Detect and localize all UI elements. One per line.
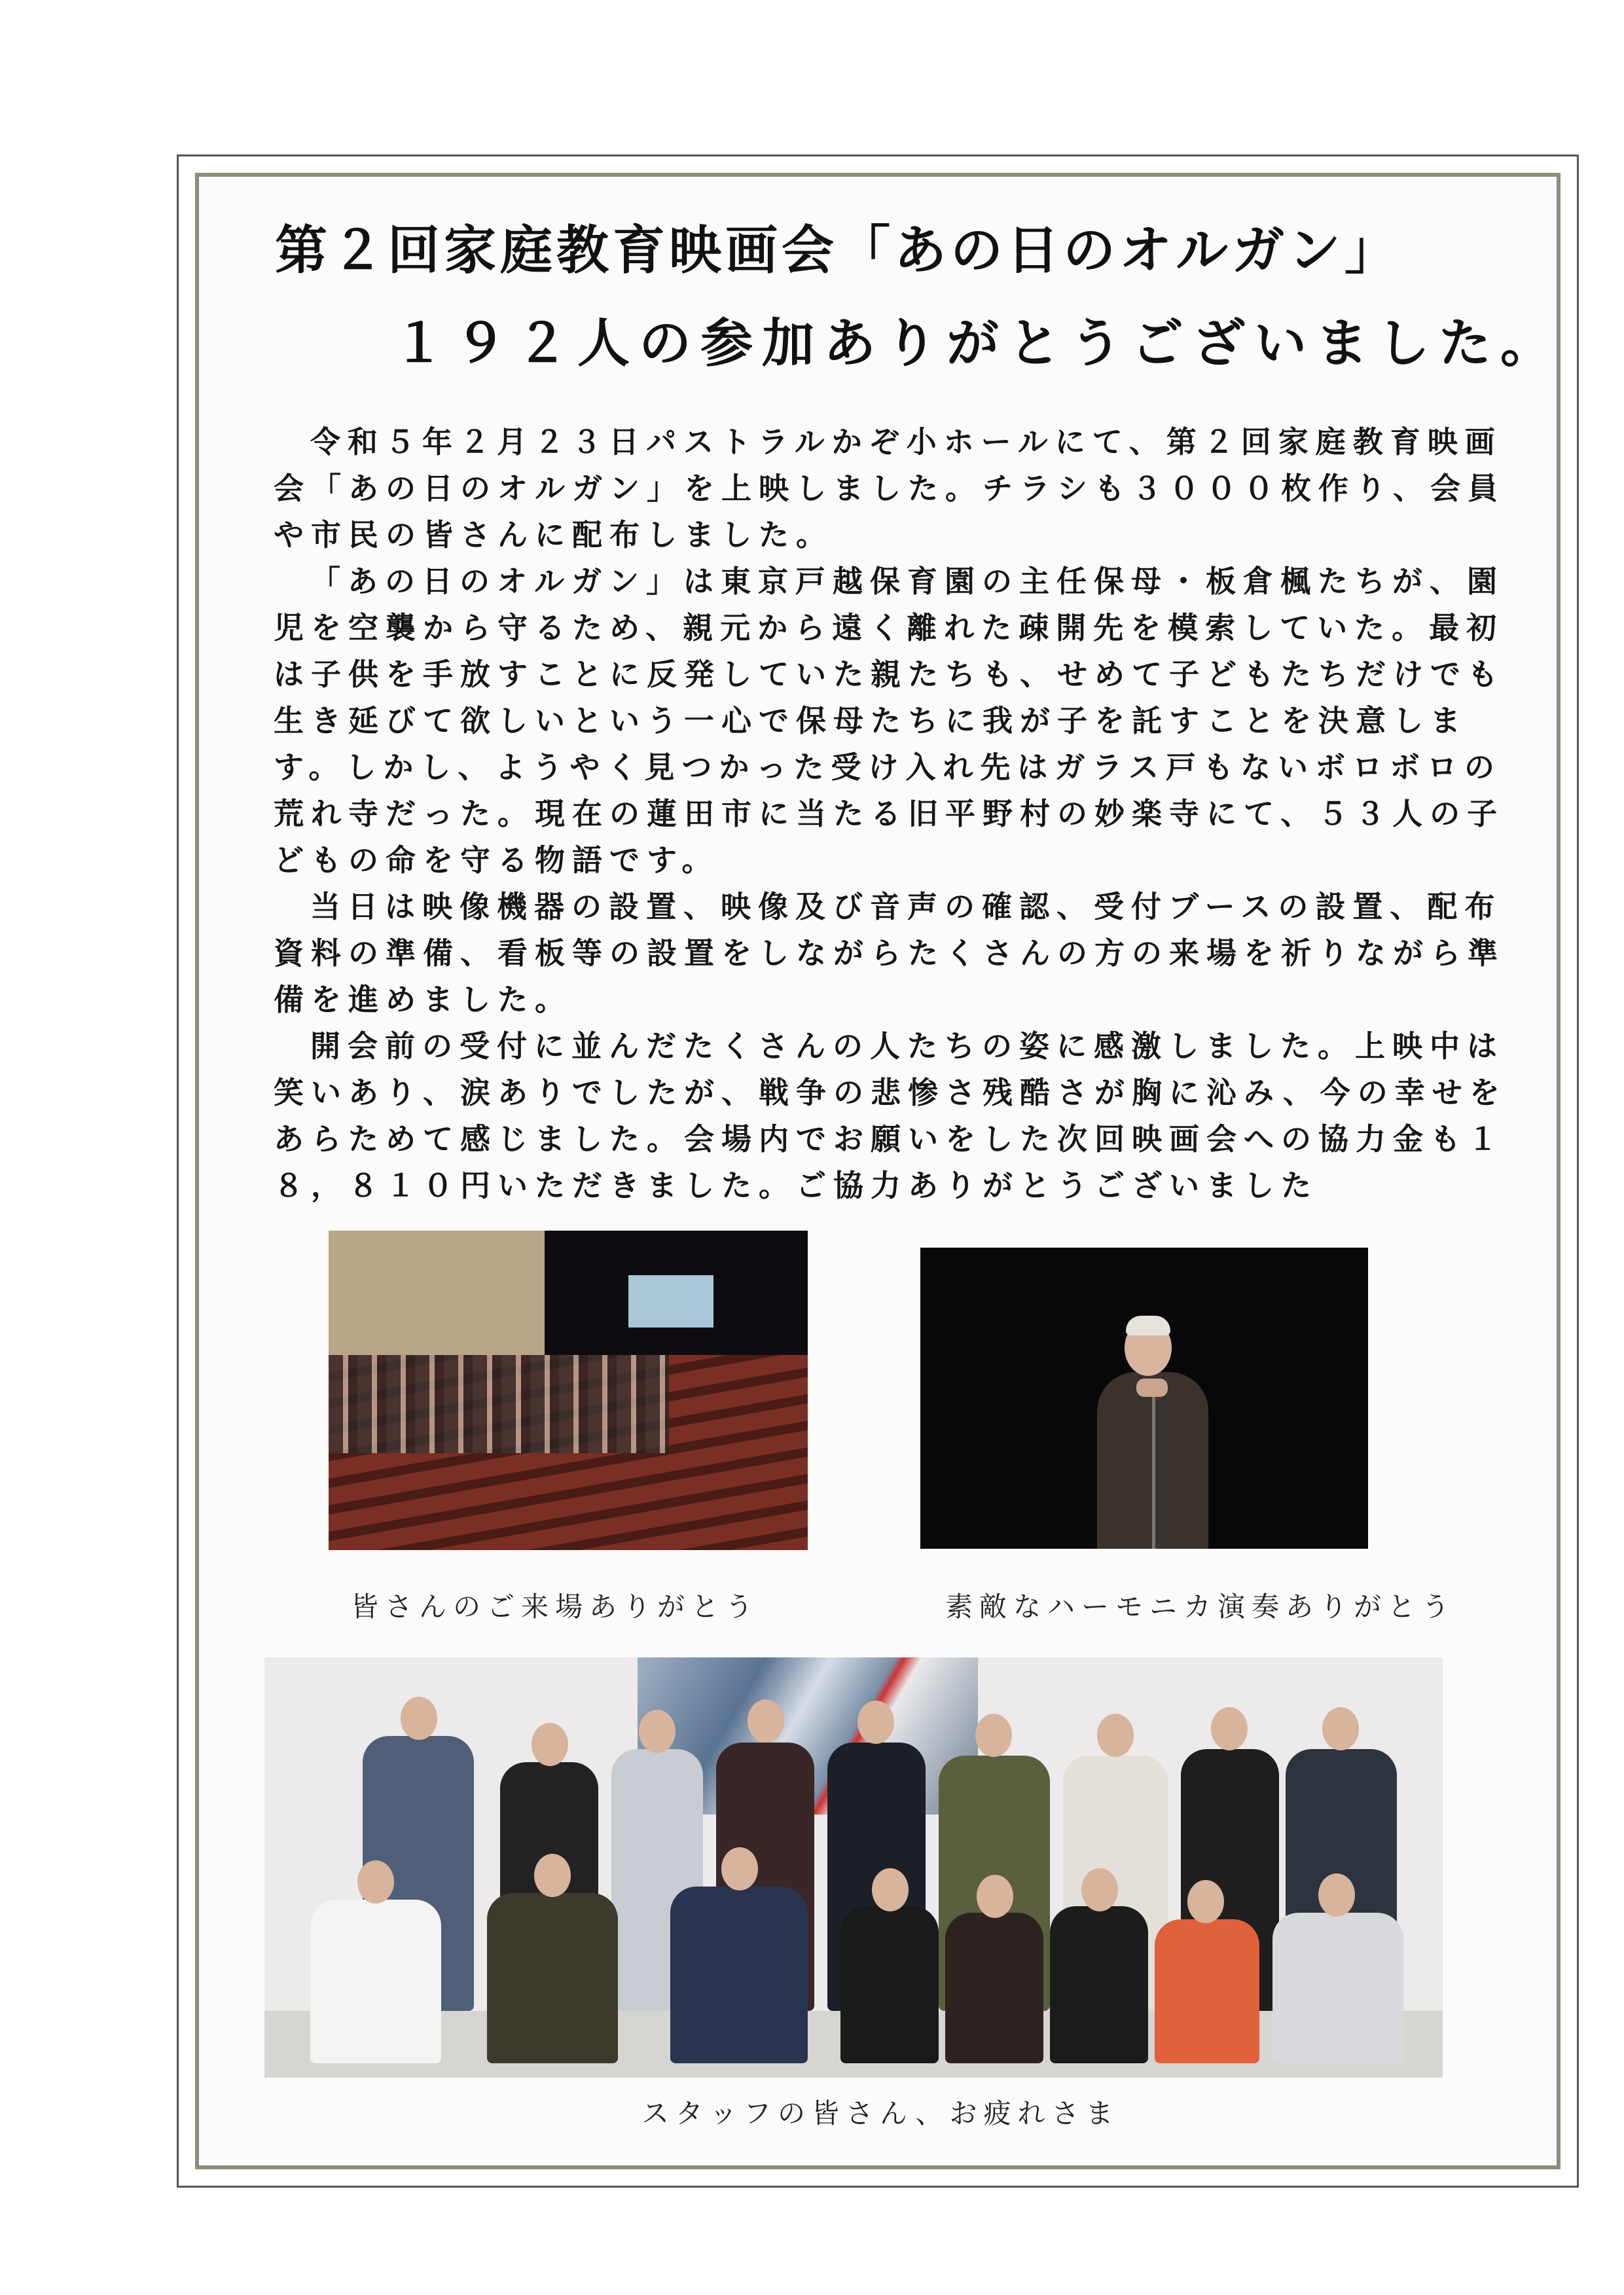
staff-member — [840, 1906, 939, 2063]
staff-face — [1322, 1707, 1359, 1750]
staff-face — [1211, 1707, 1248, 1750]
performer-hair — [1126, 1316, 1170, 1335]
page-subtitle: １９２人の参加ありがとうございました。 — [393, 313, 1562, 374]
projection-screen — [628, 1275, 713, 1328]
staff-face — [721, 1847, 758, 1890]
staff-member — [670, 1887, 808, 2063]
staff-face — [977, 1875, 1013, 1918]
paragraph-impressions: 開会前の受付に並んだたくさんの人たちの姿に感激しました。上映中は笑いあり、涙ありでしたが、戦争の悲惨さ残酷さが胸に沁み、今の幸せをあらためて感じました。会場内でお願いをした次回映画会への協力金も１８，８１０円いただきました。ご協力ありがとうございました — [274, 1028, 1507, 1203]
staff-group-photo — [264, 1657, 1443, 2078]
microphone-stand — [1152, 1385, 1155, 1549]
staff-face — [357, 1860, 394, 1904]
staff-member — [487, 1893, 618, 2063]
staff-member — [945, 1913, 1043, 2063]
staff-member — [1050, 1906, 1148, 2063]
paragraph-preparation: 当日は映像機器の設置、映像及び音声の確認、受付ブースの設置、配布資料の準備、看板等の設置をしながらたくさんの方の来場を祈りながら準備を進めました。 — [274, 889, 1505, 1017]
staff-face — [639, 1710, 676, 1753]
staff-face — [1187, 1880, 1224, 1923]
article-body — [274, 419, 1530, 1209]
staff-face — [872, 1868, 909, 1911]
staff-face — [748, 1699, 784, 1743]
staff-face — [1081, 1868, 1118, 1911]
staff-member — [1155, 1919, 1259, 2063]
performer-hands-harmonica — [1136, 1379, 1168, 1397]
staff-face — [1097, 1714, 1134, 1757]
staff-member — [310, 1900, 441, 2063]
staff-face — [857, 1701, 894, 1744]
page-title: 第２回家庭教育映画会「あの日のオルガン」 — [275, 220, 1401, 281]
staff-face — [534, 1854, 571, 1897]
paragraph-event-summary: 令和５年２月２３日パストラルかぞ小ホールにて、第２回家庭教育映画会「あの日のオルガン」を上映しました。チラシも３０００枚作り、会員や市民の皆さんに配布しました。 — [274, 424, 1505, 552]
staff-face — [401, 1697, 437, 1740]
staff-face — [532, 1723, 568, 1766]
staff-face — [975, 1714, 1012, 1757]
staff-face — [1318, 1873, 1355, 1917]
paragraph-film-synopsis: 「あの日のオルガン」は東京戸越保育園の主任保母・板倉楓たちが、園児を空襲から守るため、親元から遠く離れた疎開先を模索していた。最初は子供を手放すことに反発していた親たちも、せめて子どもたちだけでも生き延びて欲しいという一心で保母たちに我が子を託すことを決意します。しかし、ようやく見つかった受け入れ先はガラス戸もないボロボロの荒れ寺だった。現在の蓮田市に当たる旧平野村の妙楽寺にて、５３人の子どもの命を守る物語です。 — [274, 564, 1505, 878]
harmonica-performer-photo — [920, 1248, 1368, 1549]
audience-photo-caption: 皆さんのご来場ありがとう — [351, 1591, 760, 1623]
staff-photo-caption: スタッフの皆さん、お疲れさま — [641, 2097, 1120, 2129]
audience-photo — [329, 1231, 808, 1550]
audience-crowd — [329, 1355, 669, 1453]
performer-photo-caption: 素敵なハーモニカ演奏ありがとう — [945, 1591, 1456, 1623]
hall-wall — [329, 1231, 551, 1355]
staff-member — [1272, 1913, 1403, 2063]
